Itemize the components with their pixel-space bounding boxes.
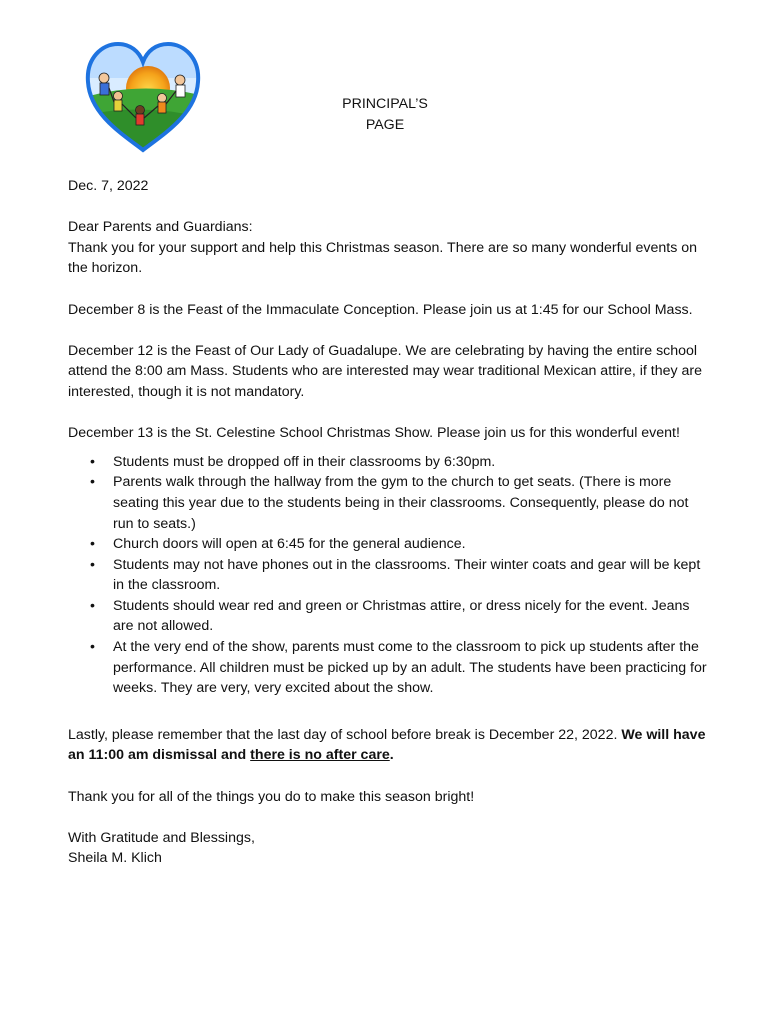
salutation: Dear Parents and Guardians: — [68, 219, 253, 236]
thanks-paragraph: Thank you for all of the things you do to make this season bright! — [68, 788, 475, 805]
list-item — [90, 472, 708, 534]
signature-block — [68, 828, 708, 869]
list-item-text: Students may not have phones out in the classrooms. Their winter coats and gear will be kept in the classroom. — [113, 556, 701, 594]
signature-name: Sheila M. Klich — [68, 850, 162, 867]
list-item — [90, 637, 708, 699]
heart-children-sun-logo-icon — [82, 38, 204, 156]
bullet-icon: • — [90, 639, 95, 656]
dismissal-notice: We will have an 11:00 am dismissal and — [68, 726, 706, 764]
period: . — [389, 747, 394, 764]
title-line-1: PRINCIPAL’S — [342, 96, 428, 112]
list-item-text: Students must be dropped off in their classrooms by 6:30pm. — [113, 453, 496, 470]
bullet-icon: • — [90, 536, 95, 553]
intro-paragraph: Thank you for your support and help this Christmas season. There are so many wonderful events on the horizon. — [68, 239, 698, 277]
paragraph-dec8: December 8 is the Feast of the Immaculate Conception. Please join us at 1:45 for our School Mass. — [68, 301, 693, 318]
bullet-icon: • — [90, 474, 95, 491]
letter-opening — [68, 217, 708, 279]
paragraph-last-day — [68, 725, 708, 766]
bullet-icon: • — [90, 597, 95, 614]
paragraph-dec13: December 13 is the St. Celestine School Christmas Show. Please join us for this wonderful event! — [68, 425, 680, 442]
list-item — [90, 555, 708, 596]
letter-date: Dec. 7, 2022 — [68, 178, 149, 194]
bullet-icon: • — [90, 453, 95, 470]
list-item — [90, 596, 708, 637]
show-details-list — [68, 452, 708, 699]
list-item — [90, 534, 708, 555]
title-line-2: PAGE — [365, 117, 405, 133]
list-item-text: Parents walk through the hallway from the gym to the church to get seats. (There is more seating this year due to the students being in their classrooms. Consequently, please do not run to seats.) — [113, 474, 689, 532]
no-after-care-notice: there is no after care — [250, 747, 390, 764]
last-day-text: Lastly, please remember that the last day of school before break is December 22, 2022. — [68, 726, 622, 743]
list-item-text: Church doors will open at 6:45 for the general audience. — [113, 536, 466, 553]
list-item — [90, 452, 708, 473]
closing: With Gratitude and Blessings, — [68, 829, 255, 846]
paragraph-dec12: December 12 is the Feast of Our Lady of Guadalupe. We are celebrating by having the entire school attend the 8:00 am Mass. Students who are interested may wear traditional Mexican attire, if they are interested, though it is not mandatory. — [68, 342, 703, 400]
letter-body — [68, 176, 708, 890]
bullet-icon: • — [90, 556, 95, 573]
list-item-text: Students should wear red and green or Christmas attire, or dress nicely for the event. Jeans are not allowed. — [113, 597, 690, 635]
page-title — [300, 94, 470, 136]
list-item-text: At the very end of the show, parents must come to the classroom to pick up students after the performance. All children must be picked up by an adult. The students have been practicing for weeks. They are very, very excited about the show. — [113, 639, 707, 697]
